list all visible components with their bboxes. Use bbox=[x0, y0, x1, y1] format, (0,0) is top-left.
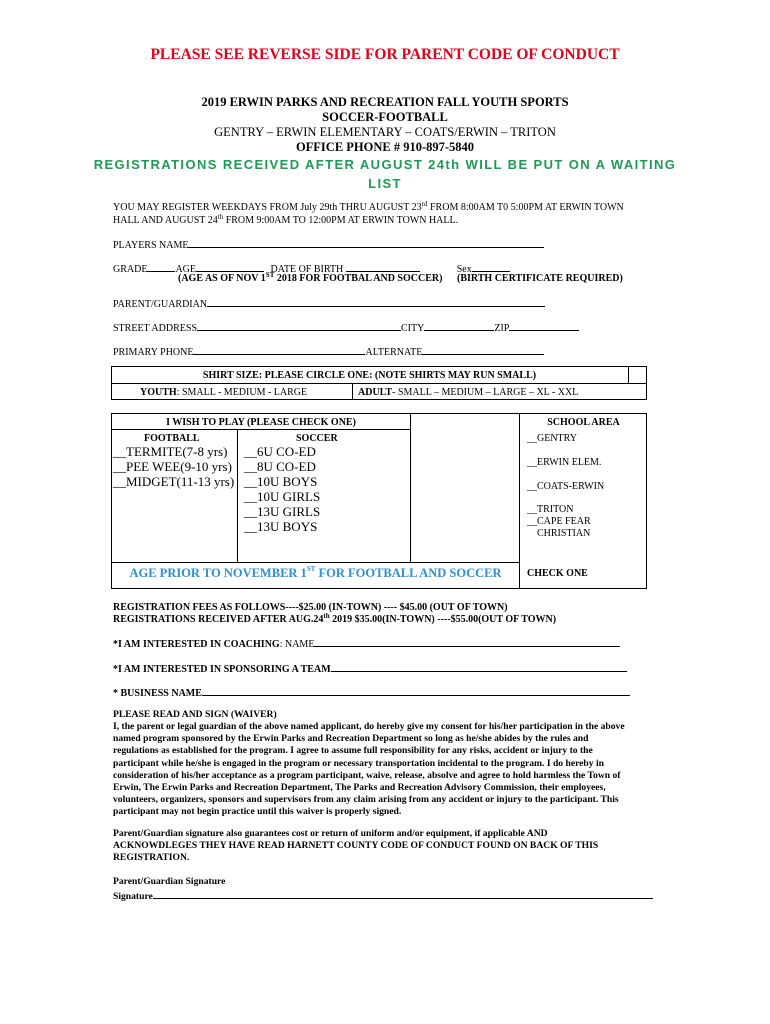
sex-line[interactable] bbox=[472, 261, 510, 272]
check-one-label: CHECK ONE bbox=[527, 568, 588, 579]
soccer-13u-girls[interactable]: __13U GIRLS bbox=[244, 504, 321, 519]
alternate-phone-line[interactable] bbox=[422, 344, 544, 355]
sports-table-header: I WISH TO PLAY (PLEASE CHECK ONE) bbox=[166, 417, 356, 428]
waiver-title: PLEASE READ AND SIGN (WAIVER) bbox=[113, 709, 277, 720]
shirt-size-header: SHIRT SIZE: PLEASE CIRCLE ONE: (NOTE SHIRTS MAY RUN SMALL) bbox=[202, 370, 537, 381]
football-options bbox=[113, 444, 234, 489]
coaching-field[interactable]: *I AM INTERESTED IN COACHING: NAME bbox=[113, 636, 620, 651]
business-name-field[interactable]: * BUSINESS NAME bbox=[113, 685, 630, 700]
sponsoring-field[interactable]: *I AM INTERESTED IN SPONSORING A TEAM bbox=[113, 661, 627, 676]
primary-phone-line[interactable] bbox=[193, 344, 365, 355]
school-erwin-elem[interactable]: __ERWIN ELEM. bbox=[527, 457, 602, 468]
street-line[interactable] bbox=[197, 320, 401, 331]
dob-line[interactable] bbox=[346, 261, 420, 272]
grade-age-dob-row: GRADE AGE DATE OF BIRTH Sex bbox=[113, 261, 673, 276]
fees-line: REGISTRATION FEES AS FOLLOWS----$25.00 (IN-TOWN) ---- $45.00 (OUT OF TOWN) bbox=[113, 602, 508, 613]
school-area-header: SCHOOL AREA bbox=[547, 417, 620, 428]
signature-label: Parent/Guardian Signature bbox=[113, 876, 226, 887]
players-name-field[interactable]: PLAYERS NAME bbox=[113, 237, 544, 252]
parent-line[interactable] bbox=[207, 296, 545, 307]
late-fees-line: REGISTRATIONS RECEIVED AFTER AUG.24th 2019 $35.00(IN-TOWN) ----$55.00(OUT OF TOWN) bbox=[113, 612, 557, 625]
adult-sizes[interactable]: ADULT- SMALL – MEDIUM – LARGE – XL - XXL bbox=[358, 387, 579, 398]
phone-row: PRIMARY PHONE ALTERNATE bbox=[113, 344, 544, 359]
soccer-options bbox=[244, 444, 320, 534]
parent-field[interactable]: PARENT/GUARDIAN bbox=[113, 296, 545, 311]
zip-line[interactable] bbox=[509, 320, 579, 331]
soccer-8u[interactable]: __8U CO-ED bbox=[244, 459, 316, 474]
school-christian: CHRISTIAN bbox=[537, 528, 591, 539]
waiver-text: I, the parent or legal guardian of the above named applicant, do hereby give my consent for his/her participation in the above named program sponsored by the Erwin Parks and Recreation Department so long as he/she abides by the rules and regulations as established for the program. I agree to assume full responsibility for any risks, accident or injury to the participant while he/she is engaged in the program or necessary transportation incidental to the program. I do hereby in consideration of his/her acceptance as a program participant, waive, release, absolve and agree to hold harmless the Town of Erwin, The Erwin Parks and Recreation Department, The Parks and Recreation Advisory Commission, their employees, volunteers, organizers, sponsors and supervisors from any claim arising from any accident or injury to the participant. This participant may not begin practice until this waiver is properly signed. bbox=[113, 721, 625, 818]
waiting-list-notice: REGISTRATIONS RECEIVED AFTER AUGUST 24th WILL BE PUT ON A WAITING LIST bbox=[93, 157, 677, 191]
age-note: (AGE AS OF NOV 1ST 2018 FOR FOOTBAL AND SOCCER) bbox=[178, 271, 443, 284]
soccer-10u-boys[interactable]: __10U BOYS bbox=[244, 474, 318, 489]
coaching-name-line[interactable] bbox=[314, 636, 620, 647]
soccer-13u-boys[interactable]: __13U BOYS bbox=[244, 519, 318, 534]
soccer-6u[interactable]: __6U CO-ED bbox=[244, 444, 316, 459]
business-name-line[interactable] bbox=[202, 685, 630, 696]
age-prior-note: AGE PRIOR TO NOVEMBER 1ST FOR FOOTBALL AND SOCCER bbox=[129, 565, 502, 580]
guarantee-text: Parent/Guardian signature also guarantees cost or return of uniform and/or equipment, if applicable AND ACKNOWDLEGES THEY HAVE READ HARNETT COUNTY CODE OF CONDUCT FOUND ON BACK OF THIS REGISTRATION. bbox=[113, 828, 599, 864]
grade-line[interactable] bbox=[147, 261, 175, 272]
football-label: FOOTBALL bbox=[144, 433, 200, 444]
football-pee-wee[interactable]: __PEE WEE(9-10 yrs) bbox=[113, 459, 232, 474]
school-coats-erwin[interactable]: __COATS-ERWIN bbox=[527, 481, 605, 492]
form-title: 2019 ERWIN PARKS AND RECREATION FALL YOUTH SPORTS bbox=[201, 95, 569, 109]
reverse-side-notice: PLEASE SEE REVERSE SIDE FOR PARENT CODE OF CONDUCT bbox=[150, 46, 620, 63]
soccer-label: SOCCER bbox=[296, 433, 338, 444]
registration-hours: YOU MAY REGISTER WEEKDAYS FROM July 29th THRU AUGUST 23rd FROM 8:00AM T0 5:00PM AT ERWIN TOWN HALL AND AUGUST 24th FROM 9:00AM TO 12:00PM AT ERWIN TOWN HALL. bbox=[113, 200, 624, 226]
soccer-10u-girls[interactable]: __10U GIRLS bbox=[244, 489, 321, 504]
sports-subtitle: SOCCER-FOOTBALL bbox=[322, 110, 448, 124]
football-termite[interactable]: __TERMITE(7-8 yrs) bbox=[113, 444, 228, 459]
age-line[interactable] bbox=[196, 261, 264, 272]
address-row: STREET ADDRESS CITY ZIP bbox=[113, 320, 579, 335]
schools-line: GENTRY – ERWIN ELEMENTARY – COATS/ERWIN – TRITON bbox=[214, 125, 556, 139]
signature-line[interactable] bbox=[153, 888, 653, 899]
school-triton[interactable]: __TRITON bbox=[527, 504, 574, 515]
birth-cert-note: (BIRTH CERTIFICATE REQUIRED) bbox=[457, 273, 623, 284]
office-phone: OFFICE PHONE # 910-897-5840 bbox=[295, 140, 475, 154]
school-gentry[interactable]: __GENTRY bbox=[527, 433, 577, 444]
players-name-line[interactable] bbox=[188, 237, 544, 248]
city-line[interactable] bbox=[424, 320, 494, 331]
youth-sizes[interactable]: YOUTH: SMALL - MEDIUM - LARGE bbox=[140, 387, 308, 398]
football-midget[interactable]: __MIDGET(11-13 yrs) bbox=[113, 474, 235, 489]
school-cape-fear[interactable]: __CAPE FEAR bbox=[527, 516, 591, 527]
sponsoring-line[interactable] bbox=[331, 661, 627, 672]
signature-field[interactable]: Signature bbox=[113, 888, 653, 903]
